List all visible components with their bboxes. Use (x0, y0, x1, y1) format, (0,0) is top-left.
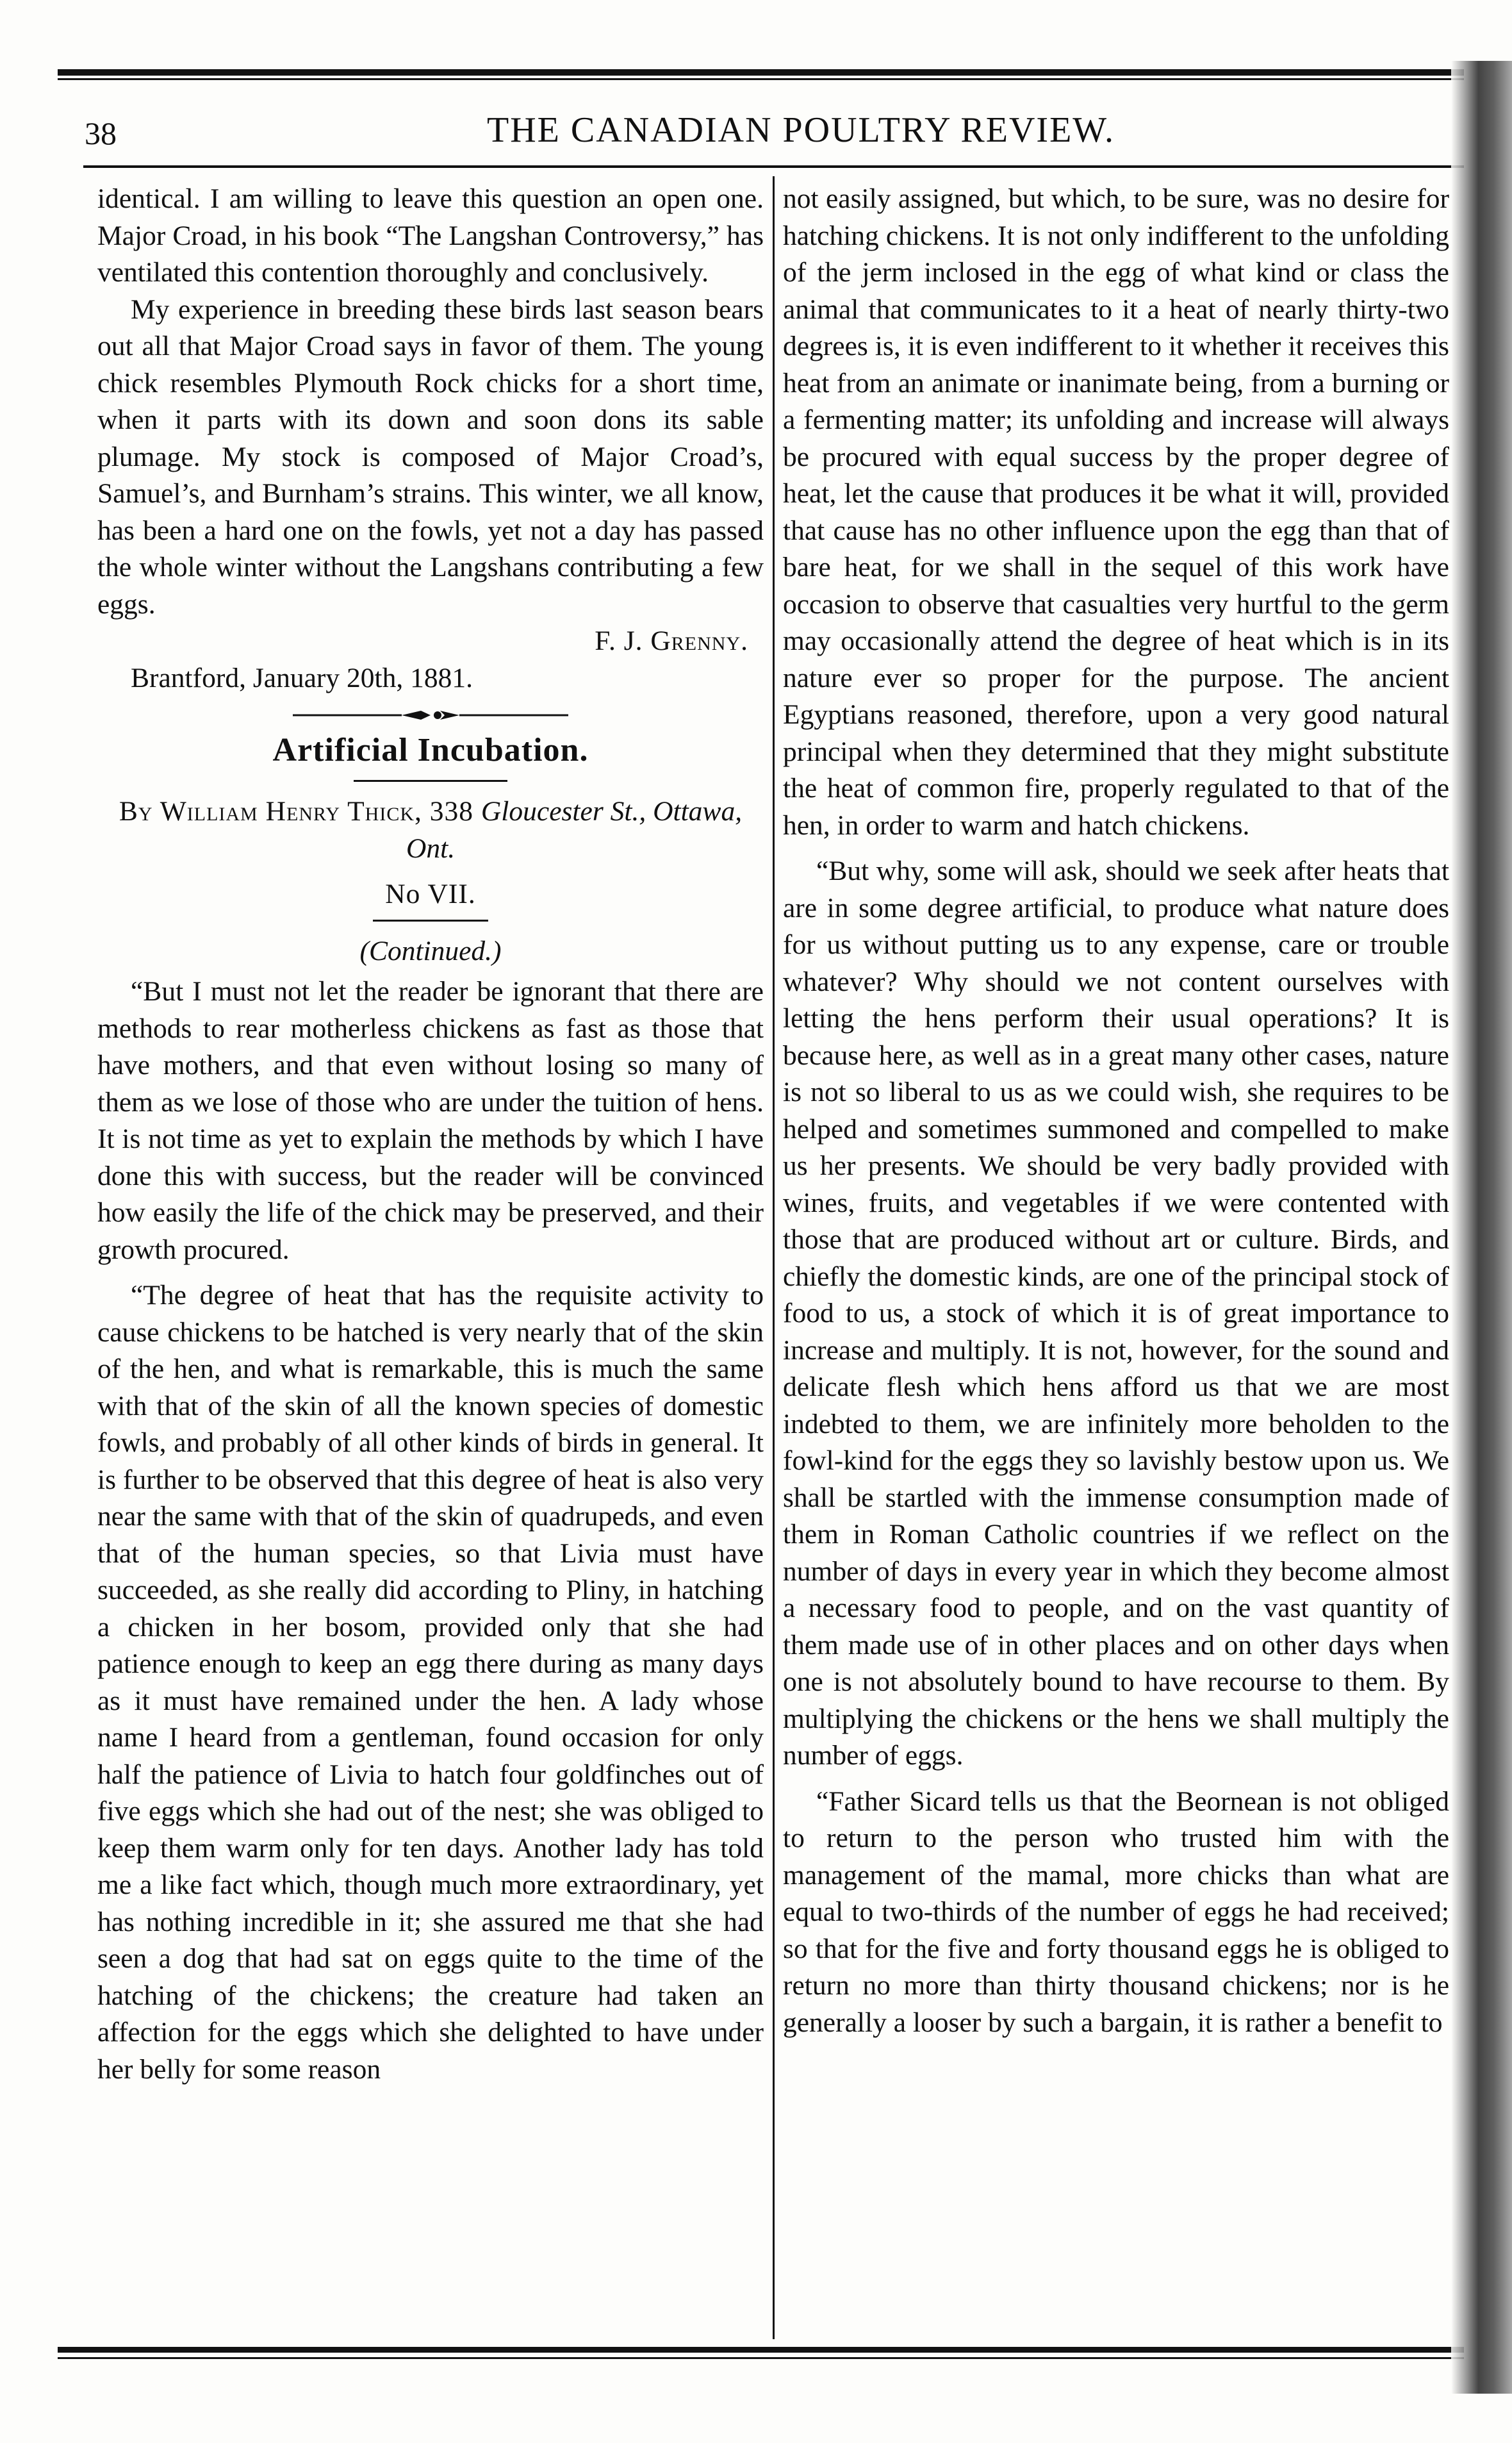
right-column (783, 181, 1449, 2041)
running-head: THE CANADIAN POULTRY REVIEW. (487, 110, 1115, 150)
top-rule-thin (58, 78, 1464, 80)
title-rule (354, 780, 507, 782)
top-rule (58, 69, 1464, 76)
byline-address: Gloucester St., Ottawa, Ont. (406, 796, 743, 864)
right-paragraph-3: “Father Sicard tells us that the Beornean is not obliged to return to the person who trusted him with the management of the mamal, more chicks than what are equal to two-thirds of the number of eggs he had received; so that for the five and forty thousand eggs he is obliged to return no more than thirty thousand chickens; nor is he generally a looser by such a bargain, it is rather a benefit to (783, 1785, 1449, 2038)
page-number: 38 (85, 115, 117, 151)
body-paragraph-2: “The degree of heat that has the requisite activity to cause chickens to be hatched is very nearly that of the skin of the hen, and what is remarkable, this is much the same with that of the skin of all the known species of domestic fowls, and probably of all other kinds of birds in general. It is further to be observed that this degree of heat is also very near the same with that of the skin of quadrupeds, and even that of the human species, so that Livia must have succeeded, as she really did according to Pliny, in hatching a chicken in her bosom, provided only that she had patience enough to keep an egg there during as many days as it must have remained under the hen. A lady whose name I heard from a gentleman, found occasion for only half the patience of Livia to hatch four goldfinches out of five eggs which she had out of the nest; she was obliged to keep them warm only for ten days. Another lady has told me a like fact which, though much more extraordinary, yet has nothing incredible in it; she assured me that she had seen a dog that had sat on eggs quite to the time of the hatching of the chickens; the creature had taken an affection for the eggs which she delighted to have under her belly for some reason (97, 1280, 764, 2085)
intro-paragraph: identical. I am willing to leave this question an open one. Major Croad, in his book “The Langshan Controversy,” has ventilated this contention thoroughly and conclusively. (97, 183, 764, 288)
ornament-divider (293, 709, 568, 721)
right-paragraph-2: “But why, some will ask, should we seek after heats that are in some degree artificial, to produce what nature does for us without putting us to any expense, care or trouble whatever? Why should we not content ourselves with letting the hens perform their usual operations? It is because here, as well as in a great many other cases, nature is not so liberal to us as we could wish, she requires to be helped and sometimes summoned and compelled to make us her presents. We should be very badly provided with wines, fruits, and vegetables if we were contented with those that are produced without art or culture. Birds, and chiefly the domestic kinds, are one of the principal stock of food to us, a stock of which it is of great importance to increase and multiply. It is not, however, for the sound and delicate flesh which hens afford us that we are most indebted to them, we are infinitely more beholden to the fowl-kind for the eggs they so lavishly bestow upon us. We shall be startled with the immense consumption made of them in Roman Catholic countries if we reflect on the number of days in every year in which they become almost a necessary food to people, and on the vast quantity of them made use of in other places and on other days when one is not absolutely bound to have recourse to them. By multiplying the chickens or the hens we shall multiply the number of eggs. (783, 856, 1449, 1771)
experience-paragraph: My experience in breeding these birds last season bears out all that Major Croad says in favor of them. The young chick resembles Plymouth Rock chicks for a short time, when it parts with its down and soon dons its sable plumage. My stock is composed of Major Croad’s, Samuel’s, and Burnham’s strains. This winter, we all know, has been a hard one on the fowls, yet not a day has passed the whole winter without the Langshans contributing a few eggs. (97, 294, 764, 620)
continued-label: (Continued.) (359, 935, 502, 966)
byline (97, 793, 764, 867)
binding-shadow (1451, 61, 1512, 2394)
number-heading: No VII. (385, 879, 476, 909)
body-paragraph-1: “But I must not let the reader be ignorant that there are methods to rear motherless chickens as fast as those that have mothers, and that even without losing so many of them as we lose of those who are under the tuition of hens. It is not time as yet to explain the methods by which I have done this with success, but the reader will be convinced how easily the life of the chick may be preserved, and their growth procured. (97, 976, 764, 1265)
number-rule (373, 920, 488, 922)
article-title: Artificial Incubation. (272, 732, 589, 768)
left-column (97, 181, 764, 2088)
bottom-rule (58, 2347, 1464, 2353)
signature-place-date: Brantford, January 20th, 1881. (131, 662, 473, 693)
bottom-rule-thin (58, 2357, 1464, 2359)
column-divider (773, 176, 775, 2339)
signature-name: F. J. Grenny. (595, 625, 748, 656)
byline-author: By William Henry Thick, 338 (119, 796, 474, 827)
header-rule (83, 165, 1464, 168)
right-paragraph-1: not easily assigned, but which, to be sure, was no desire for hatching chickens. It is not only indifferent to the unfolding of the jerm inclosed in the egg of what kind or class the animal that communicates to it a heat of nearly thirty-two degrees is, it is even indifferent to it whether it receives this heat from an animate or inanimate being, from a burning or a fermenting matter; its unfolding and increase will always be procured with equal success by the proper degree of heat, let the cause that produces it be what it will, provided that cause has no other influence upon the egg than that of bare heat, for we shall in the sequel of this work have occasion to observe that casualties very hurtful to the germ may occasionally attend the degree of heat which is in its nature ever so proper for the purpose. The ancient Egyptians reasoned, therefore, upon a very good natural principal when they determined that they might substitute the heat of common fire, properly regulated to that of the hen, in order to warm and hatch chickens. (783, 183, 1449, 841)
